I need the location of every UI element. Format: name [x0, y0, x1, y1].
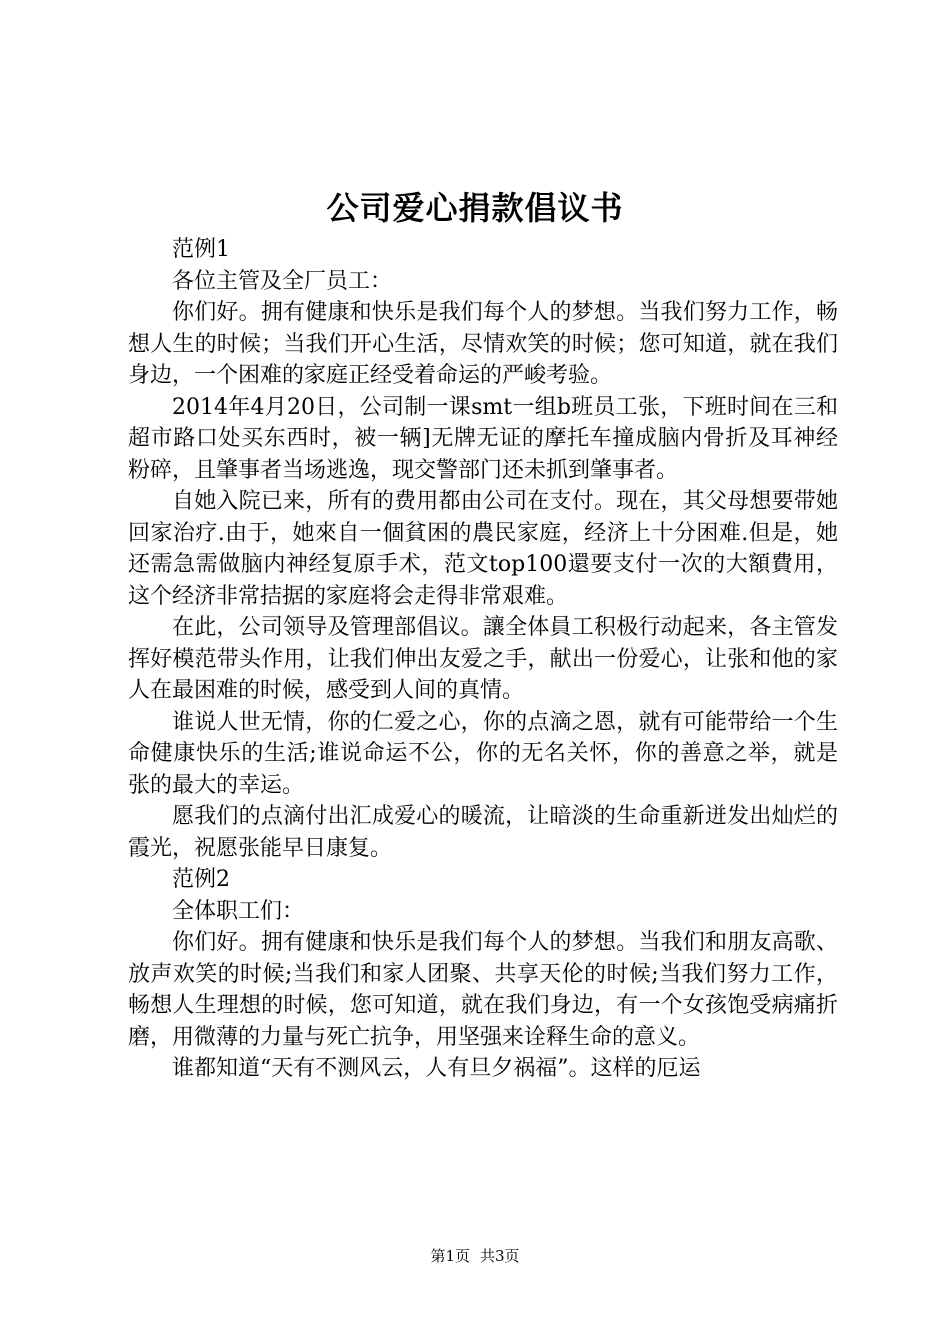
page-total: 共3页	[480, 1247, 520, 1265]
paragraph: 2014年4月20日，公司制一课smt一组b班员工张，下班时间在三和超市路口处买东西时，被一辆]无牌无证的摩托车撞成脑内骨折及耳神经粉碎，且肇事者当场逃逸，现交警部门还未抓到肇事者。	[128, 394, 838, 483]
paragraph: 自她入院已来，所有的费用都由公司在支付。现在，其父母想要带她回家治疗.由于，她來自一個貧困的農民家庭，经济上十分困难.但是，她还需急需做脑内神经复原手术，范文top100還要支付一次的大額費用，这个经济非常拮据的家庭将会走得非常艰难。	[128, 489, 838, 609]
document-body	[128, 234, 838, 1085]
section-label: 范例1	[172, 237, 230, 262]
paragraph: 你们好。拥有健康和快乐是我们每个人的梦想。当我们努力工作，畅想人生的时候；当我们开心生活，尽情欢笑的时候；您可知道，就在我们身边，一个困难的家庭正经受着命运的严峻考验。	[128, 300, 838, 388]
paragraph: 谁说人世无情，你的仁爱之心，你的点滴之恩，就有可能带给一个生命健康快乐的生活;谁说命运不公，你的无名关怀，你的善意之举，就是张的最大的幸运。	[128, 709, 838, 798]
paragraph: 愿我们的点滴付出汇成爱心的暖流，让暗淡的生命重新迸发出灿烂的霞光，祝愿张能早日康复。	[128, 804, 838, 861]
section-label: 范例2	[172, 867, 230, 892]
paragraph: 在此，公司领导及管理部倡议。讓全体員工积极行动起来，各主管发挥好模范带头作用，让我们伸出友爱之手，献出一份爱心，让张和他的家人在最困难的时候，感受到人间的真情。	[128, 615, 838, 703]
paragraph: 你们好。拥有健康和快乐是我们每个人的梦想。当我们和朋友高歌、放声欢笑的时候;当我们和家人团聚、共享天伦的时候;当我们努力工作，畅想人生理想的时候，您可知道，就在我们身边，有一个女孩饱受病痛折磨，用微薄的力量与死亡抗争，用坚强来诠释生命的意义。	[128, 930, 838, 1050]
page-footer	[0, 1246, 950, 1266]
salutation: 全体职工们：	[172, 898, 305, 924]
document-title: 公司爱心捐款倡议书	[326, 189, 624, 227]
page-number: 第1页	[430, 1247, 470, 1265]
salutation: 各位主管及全厂员工：	[172, 268, 393, 294]
paragraph: 谁都知道“天有不测风云，人有旦夕祸福”。这样的厄运	[172, 1056, 701, 1081]
